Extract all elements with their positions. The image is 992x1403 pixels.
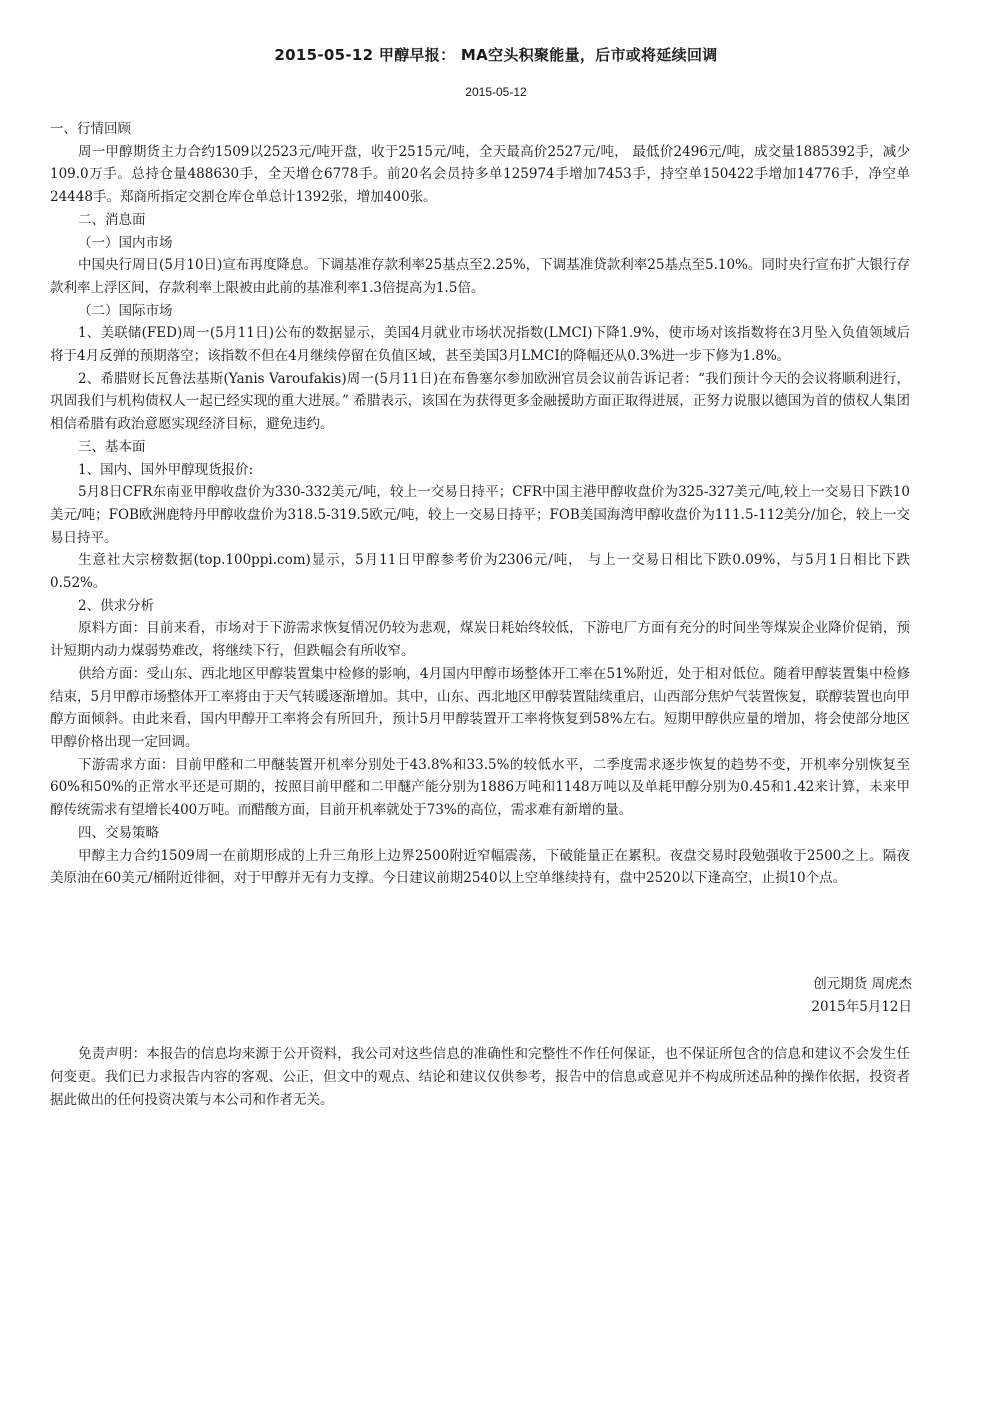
section-heading-news: 二、消息面 [78,211,146,228]
subheading-domestic-market: （一）国内市场 [78,234,173,251]
signature-block [811,973,912,1019]
paragraph-trading-strategy: 甲醇主力合约1509周一在前期形成的上升三角形上边界2500附近窄幅震荡，下破能量正在累积。夜盘交易时段勉强收于2500之上。隔夜美原油在60美元/桶附近徘徊，对于甲醇并无有力支撑。今日建议前期2540以上空单继续持有，盘中2520以下逢高空，止损10个点。 [50,847,910,887]
paragraph-domestic-news: 中国央行周日(5月10日)宣布再度降息。下调基准存款利率25基点至2.25%，下调基准贷款利率25基点至5.10%。同时央行宣布扩大银行存款利率上浮区间，存款利率上限被由此前的基准利率1.3倍提高为1.5倍。 [50,257,910,296]
paragraph-greece-news: 2、希腊财长瓦鲁法基斯(Yanis Varoufakis)周一(5月11日)在布鲁塞尔参加欧洲官员会议前告诉记者：“我们预计今天的会议将顺利进行，巩固我们与机构债权人一起已经实现的重大进展。” 希腊表示，该国在为获得更多金融援助方面正取得进展，正努力说服以德国为首的债权人集团相信希腊有政治意愿实现经济目标，避免违约。 [50,370,910,433]
paragraph-supply: 供给方面：受山东、西北地区甲醇装置集中检修的影响，4月国内甲醇市场整体开工率在51%附近，处于相对低位。随着甲醇装置集中检修结束，5月甲醇市场整体开工率将由于天气转暖逐渐增加。其中，山东、西北地区甲醇装置陆续重启，山西部分焦炉气装置恢复，联醇装置也向甲醇方面倾斜。由此来看，国内甲醇开工率将会有所回升，预计5月甲醇装置开工率将恢复到58%左右。短期甲醇供应量的增加，将会使部分地区甲醇价格出现一定回调。 [50,665,910,750]
document-body [50,118,910,890]
subheading-supply-demand: 2、供求分析 [78,597,155,614]
paragraph-demand: 下游需求方面：目前甲醛和二甲醚装置开机率分别处于43.8%和33.5%的较低水平，二季度需求逐步恢复的趋势不变，开机率分别恢复至60%和50%的正常水平还是可期的，按照目前甲醛和二甲醚产能分别为1886万吨和1148万吨以及单耗甲醇分别为0.45和1.42来计算，未来甲醇传统需求有望增长400万吨。而醋酸方面，目前开机率就处于73%的高位，需求难有新增的量。 [50,756,910,819]
document-date: 2015-05-12 [465,85,527,99]
paragraph-reference-price: 生意社大宗榜数据(top.100ppi.com)显示，5月11日甲醇参考价为2306元/吨， 与上一交易日相比下跌0.09%，与5月1日相比下跌0.52%。 [50,552,910,592]
paragraph-spot-prices: 5月8日CFR东南亚甲醇收盘价为330-332美元/吨，较上一交易日持平；CFR中国主港甲醇收盘价为325-327美元/吨,较上一交易日下跌10美元/吨；FOB欧洲鹿特丹甲醇收盘价为318.5-319.5欧元/吨，较上一交易日持平；FOB美国海湾甲醇收盘价为111.5-112美分/加仑，较上一交易日持平。 [50,484,910,546]
signature-date: 2015年5月12日 [811,999,912,1015]
paragraph-fed-news: 1、美联储(FED)周一(5月11日)公布的数据显示，美国4月就业市场状况指数(LMCI)下降1.9%，使市场对该指数将在3月坠入负值领域后将于4月反弹的预期落空；该指数不但在4月继续停留在负值区域，甚至美国3月LMCI的降幅还从0.3%进一步下修为1.8%。 [50,325,910,365]
signature-author: 创元期货 周虎杰 [813,976,912,992]
section-heading-fundamentals: 三、基本面 [78,438,146,455]
paragraph-market-review: 周一甲醇期货主力合约1509以2523元/吨开盘，收于2515元/吨，全天最高价2527元/吨， 最低价2496元/吨，成交量1885392手，减少109.0万手。总持仓量488630手，全天增仓6778手。前20名会员持多单125974手增加7453手，持空单150422手增加14776手，净空单24448手。郑商所指定交割仓库仓单总计1392张，增加400张。 [50,143,910,206]
section-heading-trading-strategy: 四、交易策略 [78,824,159,841]
disclaimer-text: 免责声明：本报告的信息均来源于公开资料，我公司对这些信息的准确性和完整性不作任何保证，也不保证所包含的信息和建议不会发生任何变更。我们已力求报告内容的客观、公正，但文中的观点、结论和建议仅供参考，报告中的信息或意见并不构成所述品种的操作依据，投资者据此做出的任何投资决策与本公司和作者无关。 [50,1046,910,1108]
subheading-spot-prices: 1、国内、国外甲醇现货报价: [78,461,254,478]
document-title: 2015-05-12 甲醇早报： MA空头积聚能量，后市或将延续回调 [274,46,718,64]
section-heading-market-review: 一、行情回顾 [50,121,131,137]
subheading-international-market: （二）国际市场 [78,302,173,319]
paragraph-raw-materials: 原料方面：目前来看，市场对于下游需求恢复情况仍较为悲观，煤炭日耗始终较低，下游电厂方面有充分的时间坐等煤炭企业降价促销，预计短期内动力煤弱势难改，将继续下行，但跌幅会有所收窄。 [50,620,910,660]
